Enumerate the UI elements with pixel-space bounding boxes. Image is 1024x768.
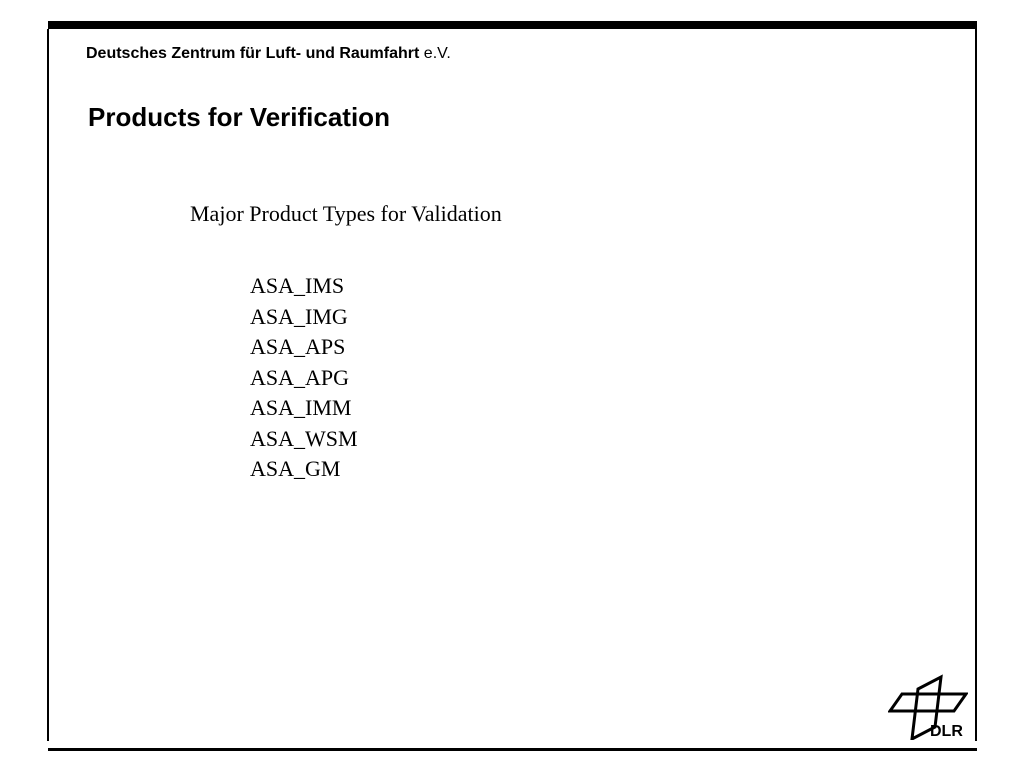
- bottom-rule: [48, 748, 977, 751]
- page-title: Products for Verification: [88, 102, 390, 132]
- dlr-logo: [888, 674, 968, 740]
- product-list: [250, 271, 358, 485]
- product-item: ASA_APG: [250, 364, 350, 390]
- organization-name: Deutsches Zentrum für Luft- und Raumfahrt: [86, 45, 420, 62]
- product-item: ASA_IMM: [250, 395, 352, 420]
- product-item: ASA_IMG: [250, 303, 348, 329]
- subtitle: Major Product Types for Validation: [190, 201, 502, 226]
- organization-suffix: e.V.: [423, 45, 451, 62]
- left-rule: [47, 29, 49, 741]
- product-item: ASA_GM: [250, 456, 341, 481]
- product-item: ASA_WSM: [250, 425, 358, 451]
- product-item: ASA_IMS: [250, 273, 345, 298]
- product-item: ASA_APS: [250, 334, 346, 359]
- organization-header: [86, 44, 451, 64]
- top-bar: [48, 21, 977, 29]
- right-rule: [975, 29, 977, 741]
- dlr-logo-text: DLR: [930, 723, 963, 740]
